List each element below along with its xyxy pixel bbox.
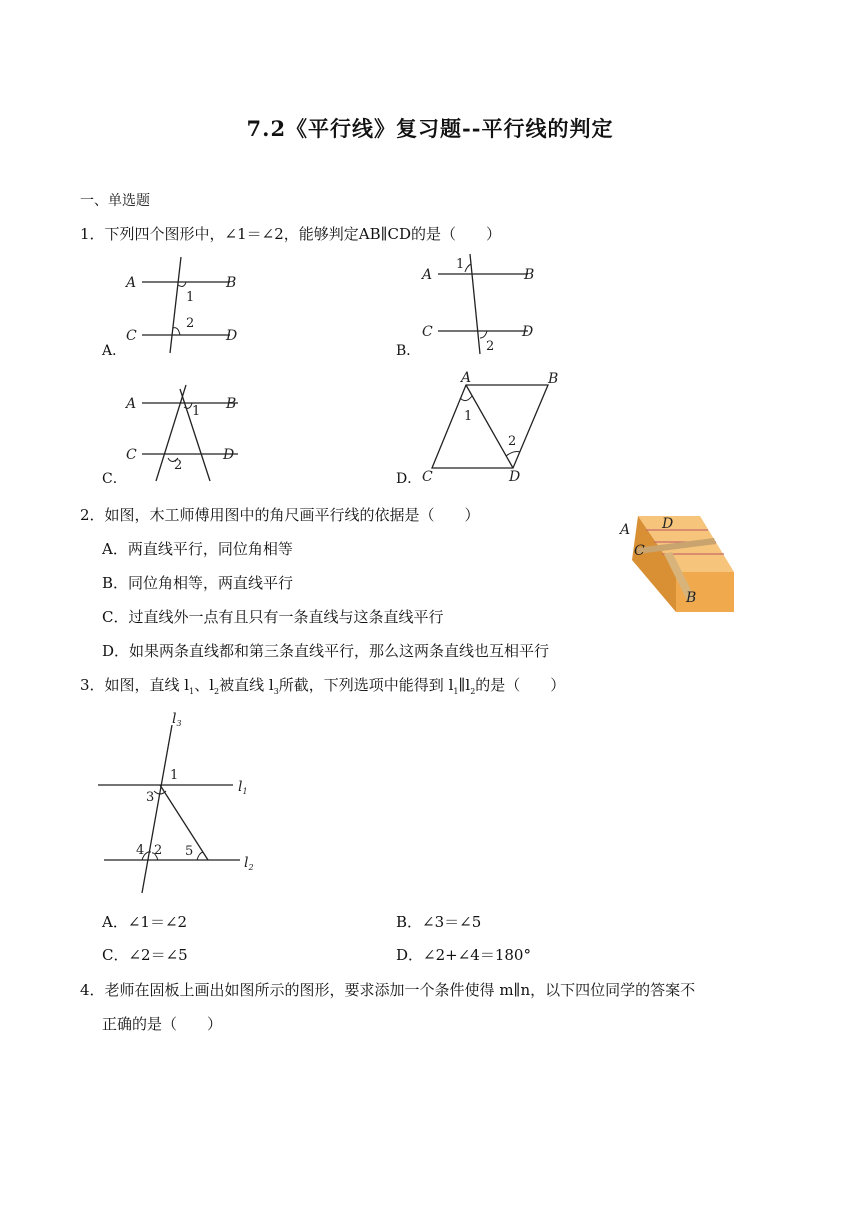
- q1a-angle-2: 2: [186, 316, 195, 331]
- q1-figure-b: [418, 252, 548, 357]
- q1-figure-d: [418, 370, 568, 485]
- question-3-stem: 3．如图，直线 $l_1$、$l_2$被直线 $l_3$所截，下列选项中能得到 $l_1\parallel l_2$的是（ ）: [80, 676, 566, 696]
- page-title: 7.2《平行线》复习题--平行线的判定: [246, 116, 614, 141]
- q1a-angle-1: 1: [186, 290, 195, 305]
- q1b-label-c: C: [422, 324, 433, 340]
- q2-carpenter-figure: [616, 510, 741, 615]
- q3-angle-2: 2: [154, 843, 163, 858]
- q3-figure: [90, 705, 270, 895]
- q2-fig-label-d: D: [662, 516, 674, 532]
- q1c-label-c: C: [126, 447, 137, 463]
- q1d-label-c: C: [422, 469, 433, 485]
- q1a-label-d: D: [226, 328, 238, 344]
- q3-option-b: B．∠3＝∠5: [396, 913, 482, 931]
- q1-option-a: A．: [102, 343, 127, 359]
- question-1-stem: 1．下列四个图形中，∠1＝∠2，能够判定AB∥CD的是（ ）: [80, 225, 502, 243]
- q1a-label-a: A: [126, 275, 137, 291]
- q1-option-d: D．: [396, 471, 422, 487]
- q3-angle-3: 3: [146, 790, 155, 805]
- q1a-label-c: C: [126, 328, 137, 344]
- q2-option-c: C．过直线外一点有且只有一条直线与这条直线平行: [102, 608, 444, 626]
- q1c-angle-2: 2: [174, 458, 183, 473]
- q1c-angle-1: 1: [192, 404, 201, 419]
- q2-fig-label-b: B: [686, 590, 697, 606]
- q1-option-c: C．: [102, 471, 127, 487]
- q1d-label-a: A: [461, 370, 472, 386]
- q3-label-l1: $l_1$: [238, 779, 248, 796]
- q1-figure-a: [120, 255, 250, 355]
- q3-option-c: C．∠2＝∠5: [102, 946, 188, 964]
- q1b-label-b: B: [524, 267, 535, 283]
- q3-option-a: A．∠1＝∠2: [102, 913, 188, 931]
- q2-option-a: A．两直线平行，同位角相等: [102, 540, 293, 558]
- q1b-angle-1: 1: [456, 257, 465, 272]
- q1c-label-d: D: [223, 447, 235, 463]
- q1d-label-d: D: [509, 469, 521, 485]
- q1c-label-a: A: [126, 396, 137, 412]
- q1-figure-c: [120, 383, 250, 483]
- q2-option-b: B．同位角相等，两直线平行: [102, 574, 294, 592]
- question-2-stem: 2．如图，木工师傅用图中的角尺画平行线的依据是（ ）: [80, 506, 480, 524]
- q2-fig-label-a: A: [620, 522, 631, 538]
- q3-angle-5: 5: [185, 844, 194, 859]
- q3-label-l3: $l_3$: [172, 711, 182, 728]
- q1-option-b: B．: [396, 343, 421, 359]
- question-4-stem-line2: 正确的是（ ）: [102, 1015, 223, 1033]
- q2-option-d: D．如果两条直线都和第三条直线平行，那么这两条直线也互相平行: [102, 642, 550, 660]
- q3-angle-4: 4: [136, 843, 145, 858]
- q1d-label-b: B: [548, 371, 559, 387]
- q1a-label-b: B: [226, 275, 237, 291]
- question-4-stem-line1: 4．老师在固板上画出如图所示的图形，要求添加一个条件使得 m∥n，以下四位同学的答案不: [80, 981, 696, 999]
- q1d-angle-1: 1: [464, 409, 473, 424]
- q3-label-l2: $l_2$: [244, 855, 254, 872]
- q1b-angle-2: 2: [486, 339, 495, 354]
- q3-option-d: D．∠2+∠4＝180°: [396, 946, 531, 964]
- q2-fig-label-c: C: [634, 543, 645, 559]
- q3-angle-1: 1: [170, 768, 179, 783]
- q1b-label-d: D: [522, 324, 534, 340]
- q1c-label-b: B: [226, 396, 237, 412]
- section-heading: 一、单选题: [80, 193, 150, 209]
- q1b-label-a: A: [422, 267, 433, 283]
- q1d-angle-2: 2: [508, 434, 517, 449]
